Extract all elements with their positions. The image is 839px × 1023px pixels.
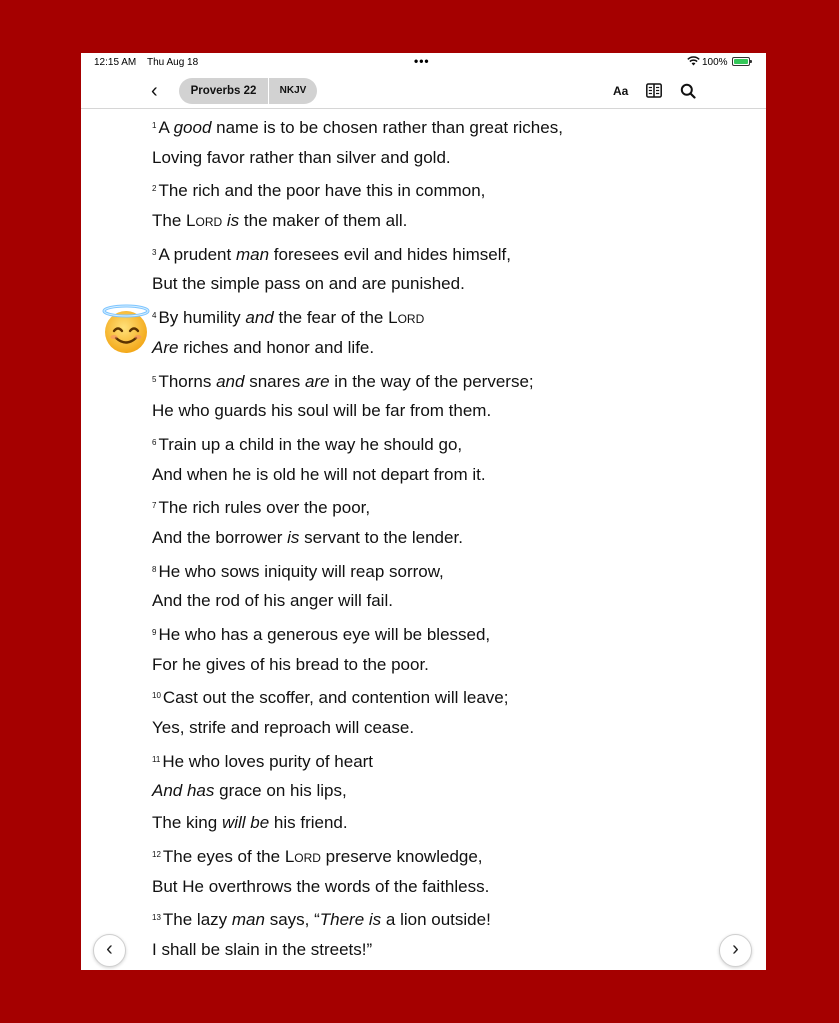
verse-line[interactable] — [152, 617, 742, 649]
verse-text-segment: But He overthrows the words of the faithless. — [152, 876, 490, 896]
reader-toolbar — [81, 77, 766, 109]
verse-text-segment: will be — [221, 813, 270, 833]
verse-text-segment: The rich and the poor have this in common, — [158, 181, 486, 201]
book-chapter-button[interactable]: Proverbs 22 — [179, 78, 268, 104]
verse-line[interactable] — [152, 585, 742, 617]
verse-text-segment: riches and honor and life. — [178, 337, 375, 357]
multitasking-dots[interactable]: ••• — [414, 54, 430, 68]
verse-number: 12 — [152, 849, 161, 859]
verse-line[interactable] — [152, 902, 742, 934]
wifi-icon — [687, 56, 700, 66]
smiling-face-with-halo-icon[interactable] — [101, 303, 153, 355]
search-icon[interactable] — [680, 83, 696, 99]
next-chapter-button[interactable]: › — [719, 934, 752, 967]
verse-text-segment: and — [216, 371, 245, 391]
verse-text-segment: Lord — [388, 308, 425, 328]
verse-text-segment: name is to be chosen rather than great riches, — [211, 118, 563, 137]
verse-text-segment: in the way of the perverse; — [329, 371, 534, 391]
battery-percent: 100% — [702, 57, 728, 68]
verse-number: 1 — [152, 121, 157, 130]
verse-text-segment: good — [173, 118, 212, 137]
verse-line[interactable] — [152, 712, 742, 744]
verse-text-segment: man — [231, 910, 265, 930]
verse-text-segment: Train up a child in the way he should go, — [158, 434, 463, 454]
verse-text-segment: Thorns — [158, 371, 217, 391]
verse-text-segment: And the rod of his anger will fail. — [152, 591, 393, 611]
verse-text-segment: And has — [152, 781, 215, 801]
verse-text-segment: There is — [319, 910, 382, 930]
status-time: 12:15 AM — [94, 57, 137, 68]
parallel-bible-icon[interactable] — [646, 83, 662, 98]
verse-line[interactable] — [152, 934, 742, 966]
verse-number: 11 — [152, 754, 161, 764]
verse-number: 3 — [152, 247, 157, 257]
verse-line[interactable] — [152, 459, 742, 491]
verse-line[interactable] — [152, 300, 742, 332]
verse-line[interactable] — [152, 775, 742, 807]
verse-line[interactable] — [152, 649, 742, 681]
verse-text-segment: By humility — [158, 308, 246, 328]
verse-line[interactable] — [152, 237, 742, 269]
verse-text-segment: is — [287, 527, 300, 547]
verse-text-segment: The — [152, 211, 187, 231]
verse-number: 13 — [152, 913, 161, 923]
verse-line[interactable] — [152, 427, 742, 459]
verse-line[interactable] — [152, 554, 742, 586]
verse-text-segment: And the borrower — [152, 527, 288, 547]
verse-number: 8 — [152, 564, 157, 574]
verse-text-segment: But the simple pass on and are punished. — [152, 274, 465, 294]
verse-text-segment: is — [226, 211, 240, 231]
verse-text-segment: He who loves purity of heart — [162, 751, 374, 771]
verse-text-segment: preserve knowledge, — [320, 846, 483, 866]
verse-line[interactable] — [152, 490, 742, 522]
verse-number: 9 — [152, 628, 157, 637]
previous-chapter-button[interactable]: ‹ — [93, 934, 126, 967]
verse-line[interactable] — [152, 364, 742, 396]
verse-text-segment: foresees evil and hides himself, — [269, 244, 511, 264]
verse-text-segment: The rich rules over the poor, — [158, 498, 371, 518]
verse-line[interactable] — [152, 395, 742, 427]
verse-text-segment: Lord — [284, 846, 321, 866]
verse-text-segment: his friend. — [269, 813, 348, 833]
verse-text-segment: Cast out the scoffer, and contention will leave; — [162, 688, 509, 708]
verse-number: 6 — [152, 437, 157, 447]
verse-text-segment: I shall be slain in the streets!” — [152, 939, 373, 959]
verse-text-segment: and — [245, 308, 274, 328]
font-settings-button[interactable]: Aa — [613, 84, 629, 98]
verse-text — [152, 110, 742, 966]
app-screen — [81, 53, 766, 970]
verse-line[interactable] — [152, 205, 742, 237]
verse-line[interactable] — [152, 680, 742, 712]
verse-line[interactable] — [152, 839, 742, 871]
verse-text-segment: Lord — [186, 211, 223, 231]
verse-line[interactable] — [152, 522, 742, 554]
chevron-left-icon[interactable]: ‹ — [151, 80, 158, 102]
verse-text-segment: Are — [152, 337, 179, 357]
verse-line[interactable] — [152, 871, 742, 903]
version-button[interactable]: NKJV — [269, 78, 317, 104]
status-bar — [81, 53, 766, 73]
verse-line[interactable] — [152, 332, 742, 364]
verse-text-segment: Yes, strife and reproach will cease. — [152, 718, 415, 738]
status-date: Thu Aug 18 — [147, 57, 199, 68]
verse-text-segment: For he gives of his bread to the poor. — [152, 654, 429, 674]
verse-line[interactable] — [152, 173, 742, 205]
verse-line[interactable] — [152, 142, 742, 174]
verse-line[interactable] — [152, 110, 742, 142]
verse-text-segment: He who sows iniquity will reap sorrow, — [158, 561, 444, 581]
verse-text-segment: The lazy — [162, 910, 232, 930]
verse-line[interactable] — [152, 744, 742, 776]
verse-text-segment: The eyes of the — [162, 846, 285, 866]
verse-number: 5 — [152, 374, 157, 384]
verse-text-segment: are — [304, 371, 330, 391]
verse-text-segment: grace on his lips, — [214, 781, 347, 801]
verse-text-segment: a lion outside! — [381, 910, 491, 930]
battery-icon — [732, 57, 750, 66]
verse-text-segment: the fear of the — [273, 308, 389, 328]
verse-text-segment: And when he is old he will not depart from it. — [152, 464, 486, 484]
verse-text-segment: man — [235, 244, 270, 264]
verse-number: 10 — [152, 691, 161, 701]
verse-line[interactable] — [152, 807, 742, 839]
verse-text-segment: A — [158, 118, 174, 137]
verse-text-segment: A prudent — [158, 244, 236, 264]
verse-text-segment: The king — [152, 813, 222, 833]
verse-text-segment: Loving favor rather than silver and gold. — [152, 147, 451, 167]
verse-line[interactable] — [152, 268, 742, 300]
verse-number: 2 — [152, 184, 157, 194]
verse-number: 4 — [152, 311, 157, 321]
verse-text-segment: He who guards his soul will be far from them. — [152, 401, 492, 421]
verse-text-segment: He who has a generous eye will be blessed, — [158, 625, 491, 644]
verse-text-segment: snares — [244, 371, 305, 391]
verse-text-segment: says, “ — [264, 910, 320, 930]
verse-text-segment: the maker of them all. — [239, 211, 408, 231]
verse-text-segment: servant to the lender. — [299, 527, 463, 547]
verse-number: 7 — [152, 501, 157, 511]
